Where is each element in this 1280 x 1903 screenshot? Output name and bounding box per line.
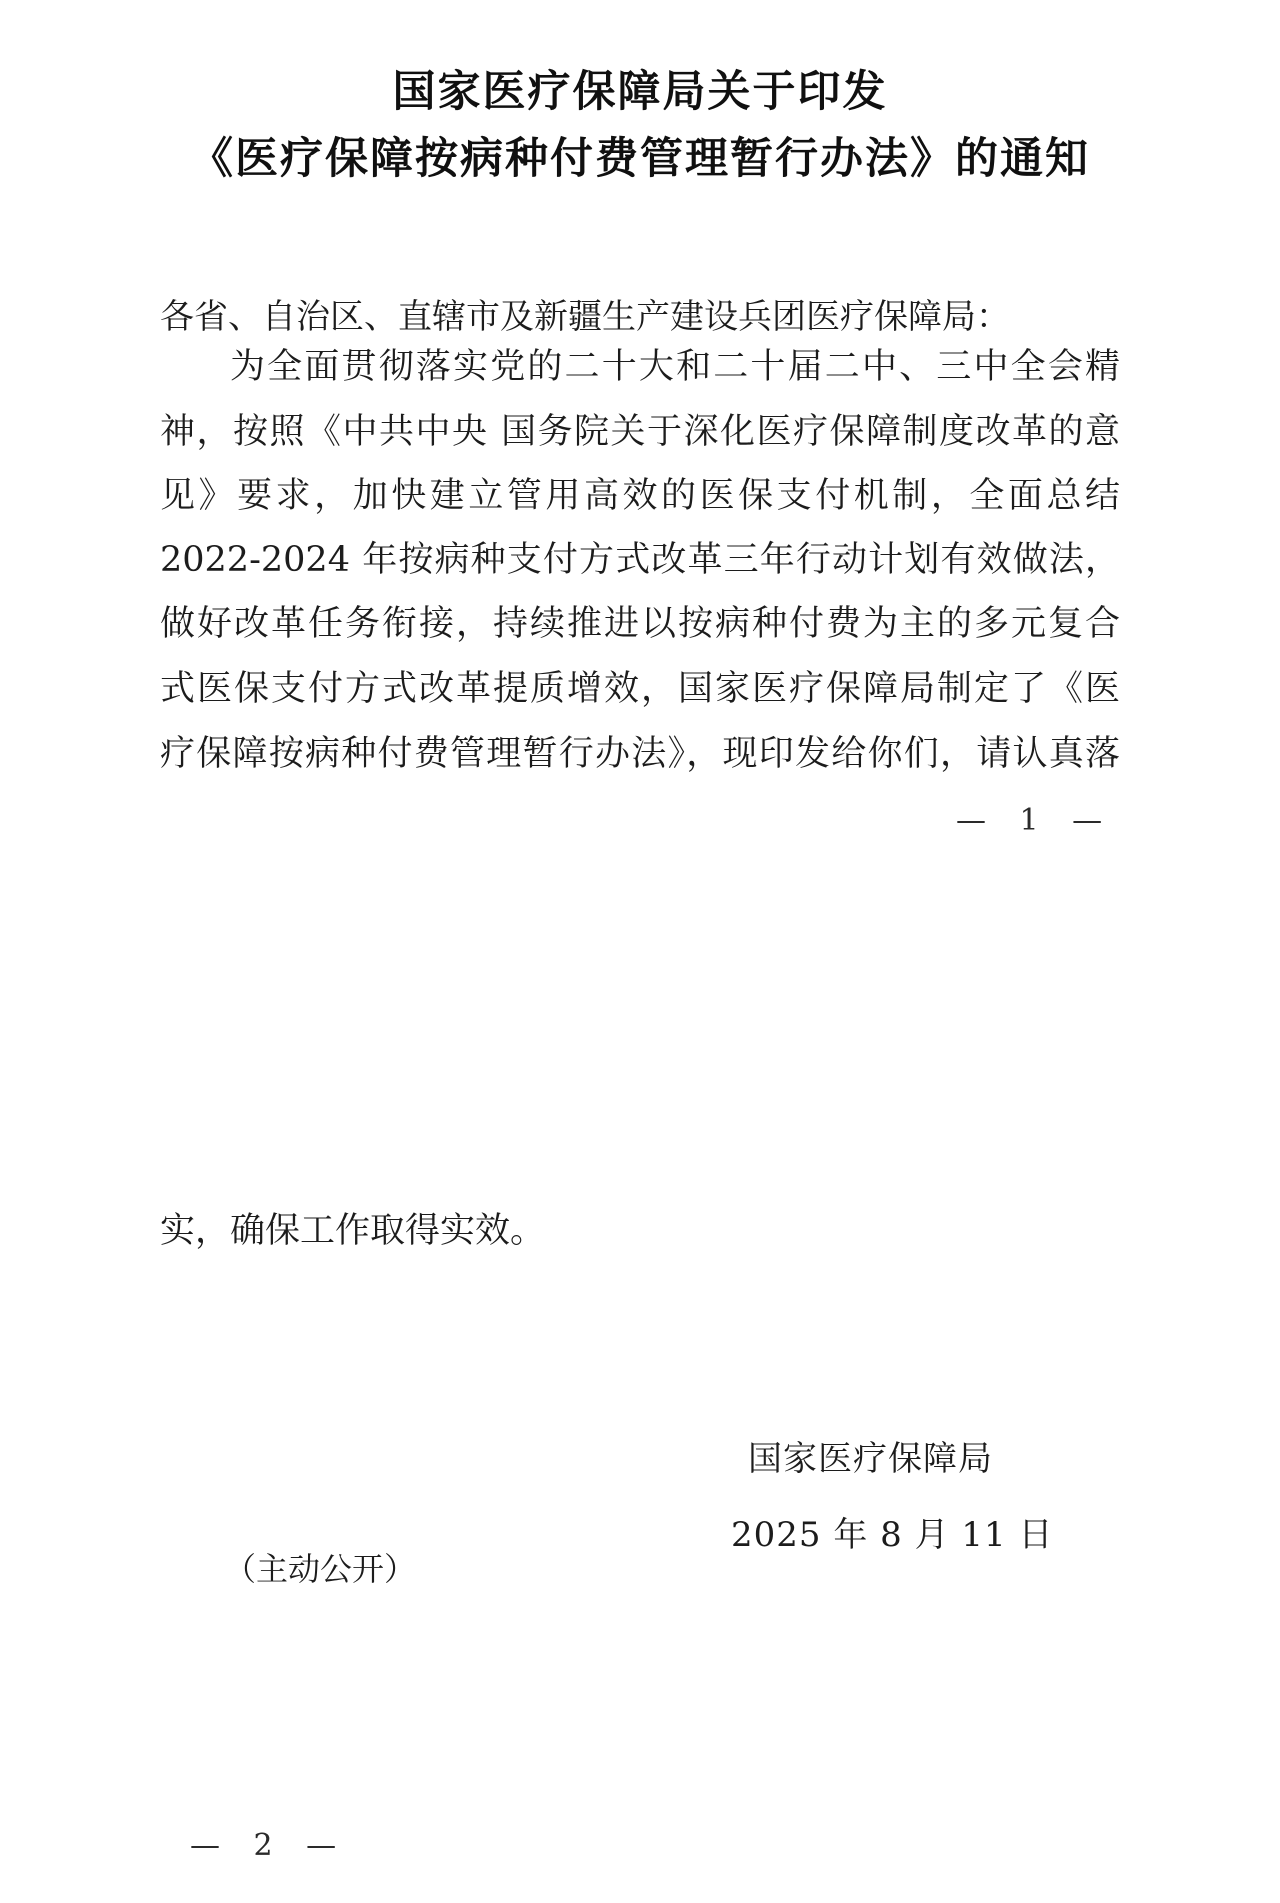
page-number-1: — 1 — — [956, 803, 1107, 838]
body-line: 神，按照《中共中央 国务院关于深化医疗保障制度改革的意 — [160, 412, 1120, 452]
document-title-line-2: 《医疗保障按病种付费管理暂行办法》的通知 — [190, 134, 1090, 184]
issue-date: 2025 年 8 月 11 日 — [731, 1515, 1054, 1555]
disclosure-note: （主动公开） — [224, 1550, 417, 1588]
body-line: 做好改革任务衔接，持续推进以按病种付费为主的多元复合 — [160, 604, 1120, 644]
body-line: 2022-2024 年按病种支付方式改革三年行动计划有效做法， — [160, 540, 1120, 580]
body-line: 见》要求，加快建立管用高效的医保支付机制，全面总结 — [160, 476, 1120, 516]
page-number-2: — 2 — — [190, 1828, 341, 1863]
body-line: 式医保支付方式改革提质增效，国家医疗保障局制定了《医 — [160, 669, 1120, 709]
issuer-signature: 国家医疗保障局 — [748, 1439, 993, 1479]
document-title-line-1: 国家医疗保障局关于印发 — [392, 67, 888, 117]
body-line: 疗保障按病种付费管理暂行办法》，现印发给你们，请认真落 — [160, 734, 1120, 774]
salutation-line: 各省、自治区、直辖市及新疆生产建设兵团医疗保障局： — [160, 297, 1010, 337]
continuation-line: 实，确保工作取得实效。 — [160, 1211, 546, 1251]
body-line: 为全面贯彻落实党的二十大和二十届二中、三中全会精 — [230, 347, 1120, 387]
